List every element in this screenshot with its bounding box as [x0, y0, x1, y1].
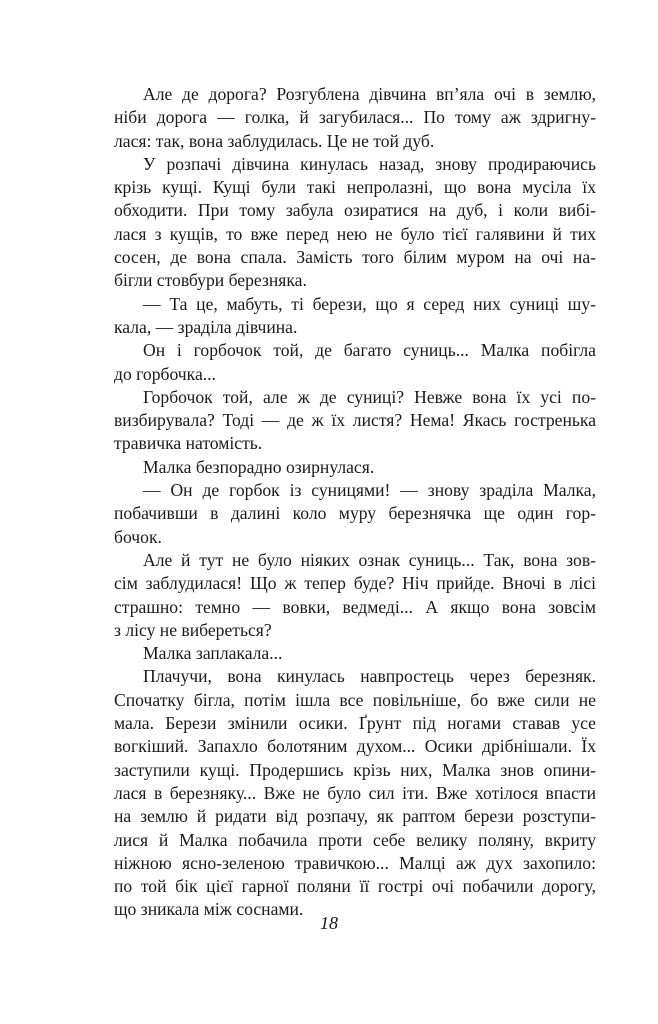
page-number: 18 — [320, 913, 338, 933]
text-line: Горбочок той, але ж де суниці? Невже вона їх усі по- — [143, 386, 596, 407]
text-line: ніжною ясно-зеленою травичкою... Малці аж дух захопило: — [114, 852, 596, 873]
text-line: травичка натомість. — [114, 433, 263, 454]
text-line: по той бік цієї гарної поляни її гострі очі побачили дорогу, — [114, 876, 596, 897]
text-line: сосен, де вона спала. Замість того білим муром на очі на- — [114, 247, 596, 268]
text-line: Малка безпорадно озирнулася. — [143, 456, 375, 477]
text-line: Але й тут не було ніяких ознак суниць... Так, вона зов- — [143, 549, 596, 570]
text-line: Плачучи, вона кинулась навпростець через березняк. — [143, 666, 596, 687]
text-line: У розпачі дівчина кинулась назад, знову продираючись — [143, 153, 596, 174]
text-line: лася в березняку... Вже не було сил іти. Вже хотілося впасти — [114, 782, 596, 803]
text-line: лася з кущів, то вже перед нею не було тієї галявини й тих — [114, 223, 596, 244]
text-line: ніби дорога — голка, й загубилася... По тому аж здригну- — [114, 107, 596, 128]
text-line: мала. Берези змінили осики. Ґрунт під ногами ставав усе — [114, 713, 596, 734]
text-line: лися й Малка побачила проти себе велику поляну, вкриту — [114, 829, 596, 850]
text-line: кала, — зраділа дівчина. — [114, 316, 298, 337]
text-line: крізь кущі. Кущі були такі непролазні, що вона мусіла їх — [114, 177, 596, 198]
text-line: лася: так, вона заблудилась. Це не той дуб. — [114, 130, 435, 151]
text-line: — Та це, мабуть, ті берези, що я серед них суниці шу- — [143, 293, 596, 314]
text-line: до горбочка... — [114, 363, 216, 384]
text-line: Малка заплакала... — [143, 643, 283, 664]
text-line: страшно: темно — вовки, ведмеді... А якщо вона зовсім — [114, 596, 596, 617]
text-line: обходити. При тому забула озиратися на дуб, і коли вибі- — [114, 200, 596, 221]
text-line: Он і горбочок той, де багато суниць... Малка побігла — [143, 340, 596, 361]
text-line: бочок. — [114, 526, 162, 547]
text-line: на землю й ридати від розпачу, як раптом берези розступи- — [114, 806, 596, 827]
text-line: сім заблудилася! Що ж тепер буде? Ніч прийде. Вночі в лісі — [114, 573, 596, 594]
text-line: заступили кущі. Продершись крізь них, Малка знов опини- — [114, 759, 596, 780]
text-line: з лісу не вибереться? — [114, 619, 272, 640]
text-line: — Он де горбок із суницями! — знову зраділа Малка, — [143, 480, 596, 501]
text-line: побачивши в далині коло муру березнячка ще один гор- — [114, 503, 596, 524]
text-line: Спочатку бігла, потім ішла все повільніше, бо вже сили не — [114, 689, 596, 710]
text-line: Але де дорога? Розгублена дівчина вп’яла очі в землю, — [143, 84, 596, 104]
text-line: що зникала між соснами. — [114, 899, 304, 920]
text-line: вогкіший. Запахло болотяним духом... Осики дрібнішали. Їх — [114, 736, 596, 757]
body-text — [114, 83, 596, 922]
text-line: бігли стовбури березняка. — [114, 270, 307, 291]
text-line: визбирувала? Тоді — де ж їх листя? Нема! Якась гостренька — [114, 410, 596, 431]
